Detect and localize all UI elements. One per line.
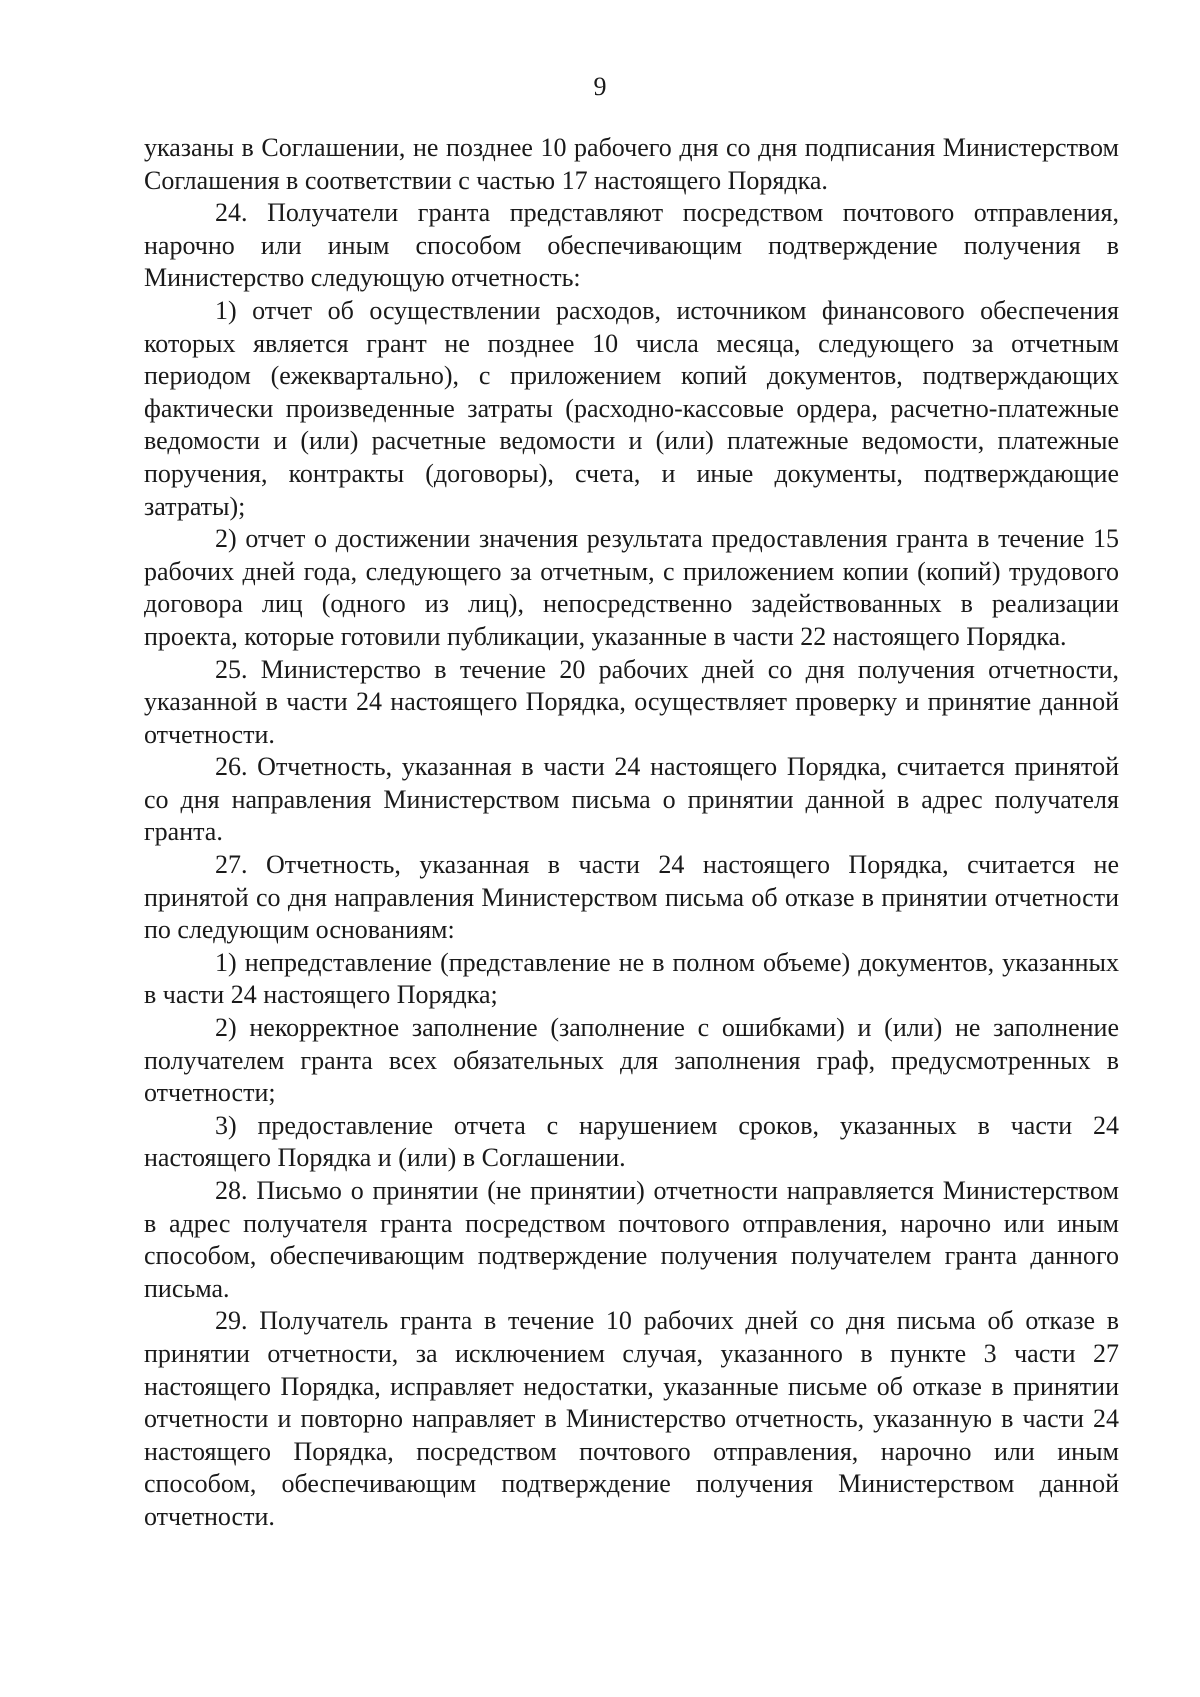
paragraph-27-item-2: 2) некорректное заполнение (заполнение с ошибками) и (или) не заполнение получателем гранта всех обязательных для заполнения граф, предусмотренных в отчетности; <box>144 1013 1119 1108</box>
paragraph-24-item-2: 2) отчет о достижении значения результата предоставления гранта в течение 15 рабочих дней года, следующего за отчетным, с приложением копии (копий) трудового договора лиц (одного из лиц), непосредственно задействованных в реализации проекта, которые готовили публикации, указанные в части 22 настоящего Порядка. <box>144 524 1119 651</box>
paragraph-26: 26. Отчетность, указанная в части 24 настоящего Порядка, считается принятой со дня направления Министерством письма о принятии данной в адрес получателя гранта. <box>144 752 1119 847</box>
paragraph-24: 24. Получатели гранта представляют посредством почтового отправления, нарочно или иным способом обеспечивающим подтверждение получения в Министерство следующую отчетность: <box>144 198 1119 293</box>
paragraph-continuation: указаны в Соглашении, не позднее 10 рабочего дня со дня подписания Министерством Соглашения в соответствии с частью 17 настоящего Порядка. <box>144 133 1119 195</box>
paragraph-25: 25. Министерство в течение 20 рабочих дней со дня получения отчетности, указанной в части 24 настоящего Порядка, осуществляет проверку и принятие данной отчетности. <box>144 654 1119 749</box>
page-number: 9 <box>593 72 607 101</box>
document-body <box>144 132 1119 1534</box>
paragraph-27-item-3: 3) предоставление отчета с нарушением сроков, указанных в части 24 настоящего Порядка и (или) в Соглашении. <box>144 1110 1119 1173</box>
paragraph-27: 27. Отчетность, указанная в части 24 настоящего Порядка, считается не принятой со дня направления Министерством письма об отказе в принятии отчетности по следующим основаниям: <box>144 850 1119 945</box>
paragraph-29: 29. Получатель гранта в течение 10 рабочих дней со дня письма об отказе в принятии отчетности, за исключением случая, указанного в пункте 3 части 27 настоящего Порядка, исправляет недостатки, указанные письме об отказе в принятии отчетности и повторно направляет в Министерство отчетность, указанную в части 24 настоящего Порядка, посредством почтового отправления, нарочно или иным способом, обеспечивающим подтверждение получения Министерством данной отчетности. <box>144 1306 1119 1531</box>
paragraph-24-item-1: 1) отчет об осуществлении расходов, источником финансового обеспечения которых является грант не позднее 10 числа месяца, следующего за отчетным периодом (ежеквартально), с приложением копий документов, подтверждающих фактически произведенные затраты (расходно-кассовые ордера, расчетно-платежные ведомости и (или) расчетные ведомости и (или) платежные ведомости, платежные поручения, контракты (договоры), счета, и иные документы, подтверждающие затраты); <box>144 295 1119 521</box>
paragraph-28: 28. Письмо о принятии (не принятии) отчетности направляется Министерством в адрес получателя гранта посредством почтового отправления, нарочно или иным способом, обеспечивающим подтверждение получения получателем гранта данного письма. <box>144 1176 1119 1303</box>
paragraph-27-item-1: 1) непредставление (представление не в полном объеме) документов, указанных в части 24 настоящего Порядка; <box>144 947 1119 1010</box>
